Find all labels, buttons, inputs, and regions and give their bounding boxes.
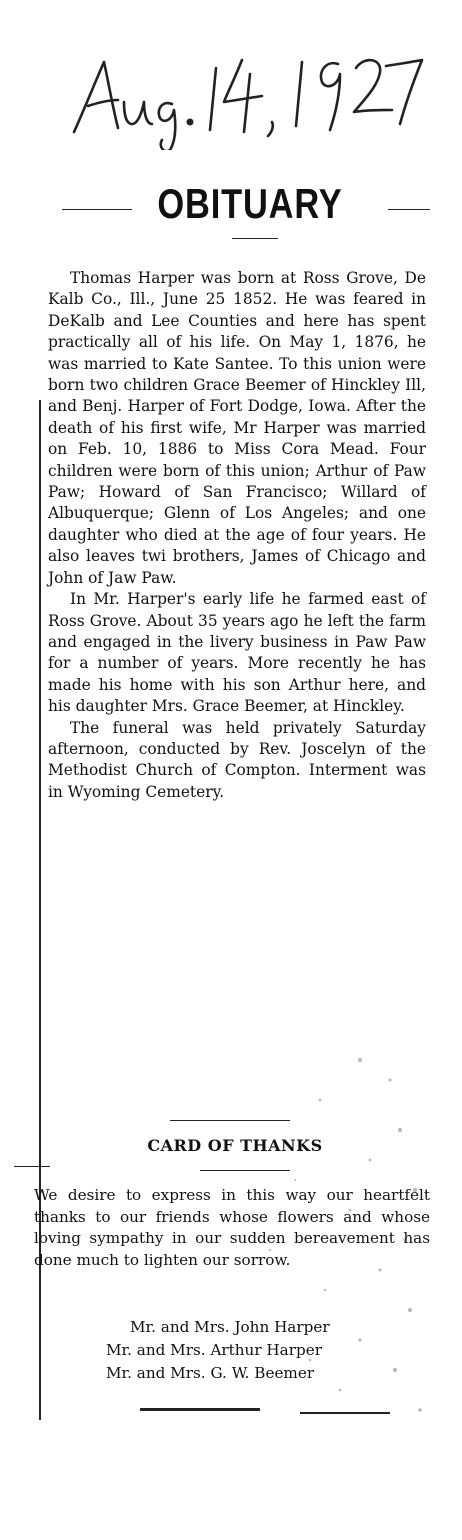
thanks-rule-left	[14, 1166, 50, 1167]
bottom-rule-right	[300, 1412, 390, 1414]
title-rule-left	[62, 209, 132, 210]
thanks-rule	[200, 1170, 290, 1171]
title-underline	[232, 238, 278, 239]
paragraph: Thomas Harper was born at Ross Grove, De Kalb Co., Ill., June 25 1852. He was feared in DeKalb and Lee Counties and here has spent practically all of his life. On May 1, 1876, he was married to Kate Santee. To this union were born two children Grace Beemer of Hinckley Ill, and Benj. Harper of Fort Dodge, Iowa. After the death of his first wife, Mr Harper was married on Feb. 10, 1886 to Miss Cora Mead. Four children were born of this union; Arthur of Paw Paw; Howard of San Francisco; Willard of Albuquerque; Glenn of Los Angeles; and one daughter who died at the age of four years. He also leaves twi brothers, James of Chicago and John of Jaw Paw.	[48, 269, 426, 587]
signer: Mr. and Mrs. Arthur Harper	[106, 1341, 322, 1359]
section-rule	[170, 1120, 290, 1121]
signer: Mr. and Mrs. G. W. Beemer	[106, 1364, 315, 1382]
handwritten-date	[66, 40, 426, 150]
bottom-rule	[140, 1408, 260, 1411]
paragraph: The funeral was held privately Saturday afternoon, conducted by Rev. Joscelyn of the Methodist Church of Compton. Interment was in Wyoming Cemetery.	[48, 718, 426, 801]
paragraph: In Mr. Harper's early life he farmed east of Ross Grove. About 35 years ago he left the farm and engaged in the livery business in Paw Paw for a number of years. More recently he has made his home with his son Arthur here, and his daughter Mrs. Grace Beemer, at Hinckley.	[48, 590, 426, 716]
signer: Mr. and Mrs. John Harper	[130, 1318, 330, 1336]
page-title: OBITUARY	[157, 180, 343, 227]
title-rule-right	[388, 209, 430, 210]
obituary-body	[48, 268, 426, 803]
signers-list	[100, 1316, 430, 1385]
card-of-thanks-heading: CARD OF THANKS	[147, 1136, 323, 1155]
card-of-thanks-body: We desire to express in this way our heartfelt thanks to our friends whose flowers and whose loving sympathy in our sudden bereavement has done much to lighten our sorrow.	[34, 1186, 430, 1269]
